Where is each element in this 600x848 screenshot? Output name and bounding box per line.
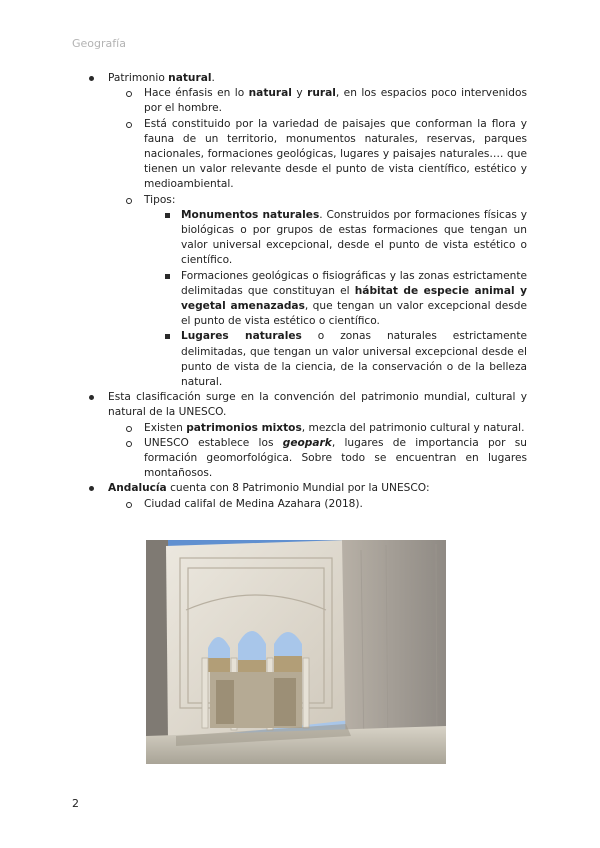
list-item-geopark: UNESCO establece los geopark, lugares de importancia por su formación geomorfológica. Sobre todo se encuentran en lugares montañosos. xyxy=(144,436,527,482)
bullet-circle xyxy=(126,86,132,102)
list-item-monumentos-naturales: Monumentos naturales. Construidos por formaciones físicas y biológicas o por grupos de estas formaciones que tengan un valor universal excepcional, desde el punto de vista estético o científico. xyxy=(181,208,527,269)
bullet-circle xyxy=(126,497,132,513)
bullet-disc xyxy=(89,71,94,86)
page-header: Geografía xyxy=(72,37,126,50)
page-number: 2 xyxy=(72,797,79,810)
bullet-square xyxy=(165,208,170,223)
bullet-square xyxy=(165,269,170,284)
list-item-constituido: Está constituido por la variedad de paisajes que conforman la flora y fauna de un territorio, monumentos naturales, reservas, parques nacionales, formaciones geológicas, lugares y paisajes naturales…. que tienen un valor relevante desde el punto de vista científico, estético y medioambiental. xyxy=(144,117,527,193)
list-item-enfasis: Hace énfasis en lo natural y rural, en los espacios poco intervenidos por el hombre. xyxy=(144,86,527,116)
document-body xyxy=(0,71,600,512)
list-item-formaciones-geologicas: Formaciones geológicas o fisiográficas y las zonas estrictamente delimitadas que constituyan el hábitat de especie animal y vegetal amenazadas, que tengan un valor excepcional desde el punto de vista estético o científico. xyxy=(181,269,527,330)
list-item-lugares-naturales: Lugares naturales o zonas naturales estrictamente delimitadas, que tengan un valor universal excepcional desde el punto de vista de la ciencia, de la conservación o de la belleza natural. xyxy=(181,329,527,390)
list-item-medina-azahara: Ciudad califal de Medina Azahara (2018). xyxy=(144,497,527,512)
list-item-patrimonios-mixtos: Existen patrimonios mixtos, mezcla del patrimonio cultural y natural. xyxy=(144,421,527,436)
list-item-tipos: Tipos: xyxy=(144,193,527,208)
medina-azahara-photo xyxy=(146,540,446,764)
bullet-disc xyxy=(89,390,94,405)
bullet-circle xyxy=(126,193,132,209)
bullet-circle xyxy=(126,117,132,133)
list-item-patrimonio-natural: Patrimonio natural. xyxy=(108,71,527,86)
bullet-disc xyxy=(89,481,94,496)
list-item-clasificacion: Esta clasificación surge en la convención del patrimonio mundial, cultural y natural de la UNESCO. xyxy=(108,390,527,420)
bullet-circle xyxy=(126,421,132,437)
bullet-square xyxy=(165,329,170,344)
list-item-andalucia: Andalucía cuenta con 8 Patrimonio Mundial por la UNESCO: xyxy=(108,481,527,496)
bullet-circle xyxy=(126,436,132,452)
